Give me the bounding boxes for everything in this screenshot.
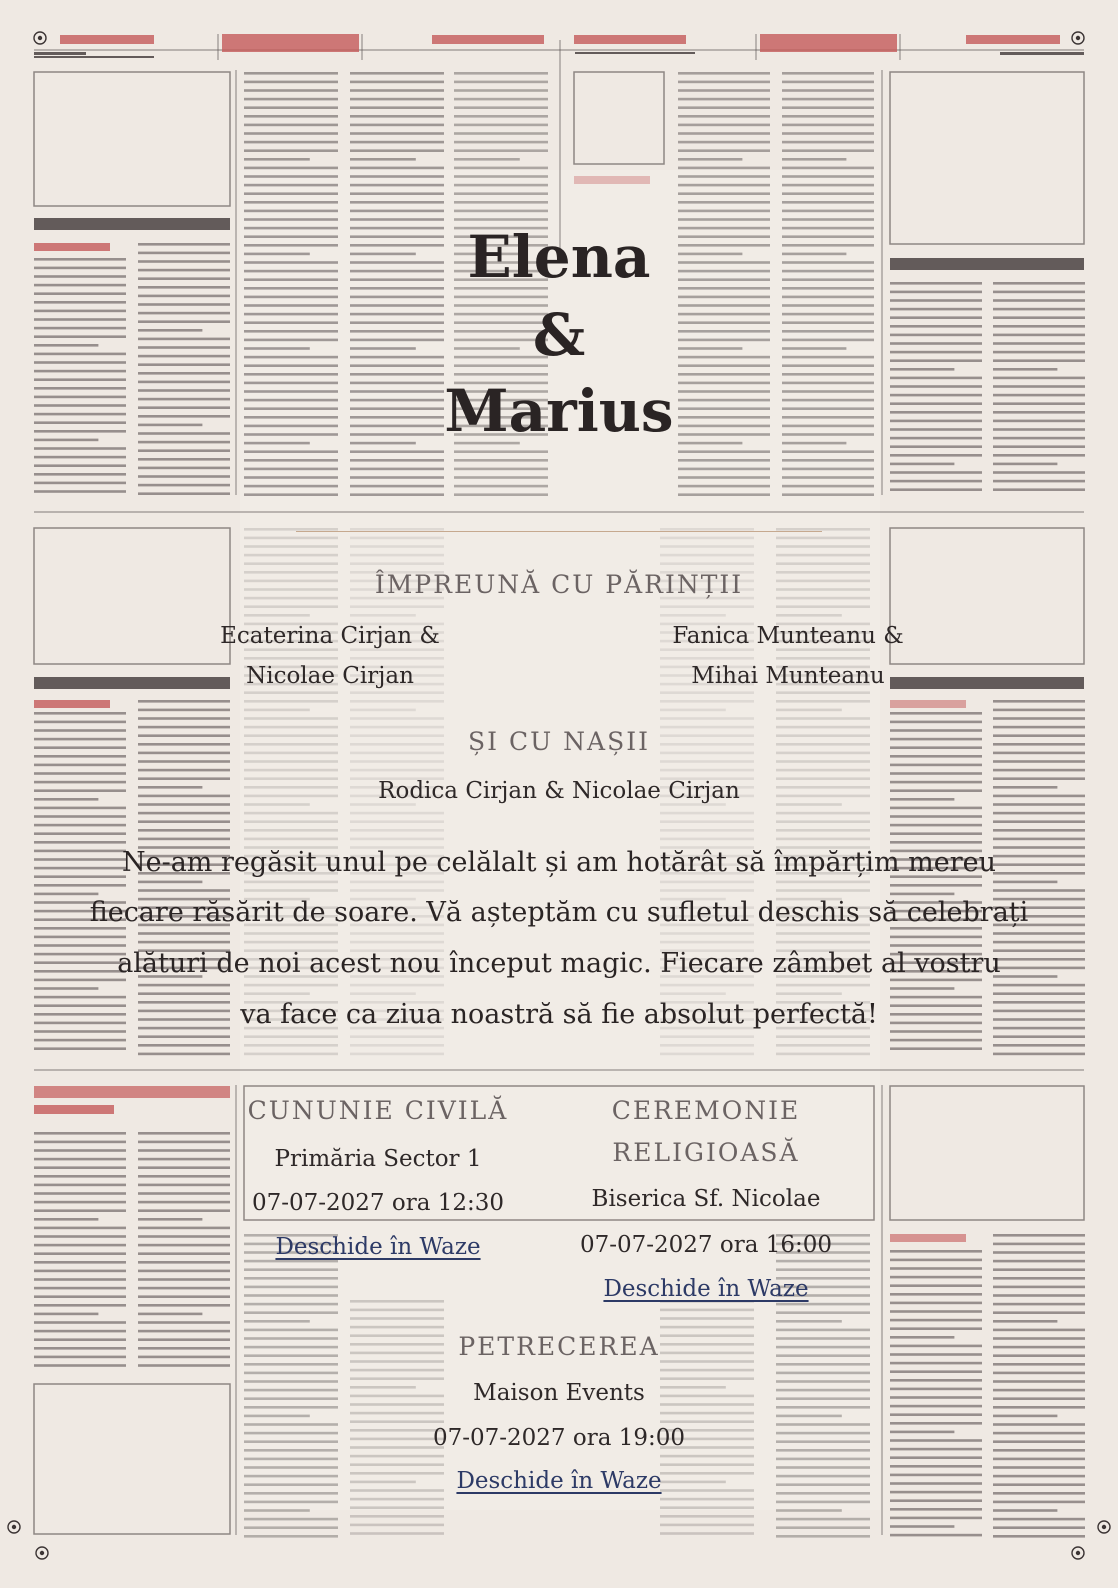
civil-title: CUNUNIE CIVILĂ: [247, 1096, 509, 1125]
ampersand: &: [532, 301, 586, 369]
divider-rule: [296, 531, 822, 532]
religious-waze-link[interactable]: Deschide în Waze: [603, 1276, 809, 1302]
party-waze-link[interactable]: Deschide în Waze: [456, 1468, 662, 1494]
groom-parents-line-2: Mihai Munteanu: [691, 663, 885, 689]
parents-heading: ÎMPREUNĂ CU PĂRINȚII: [374, 570, 744, 599]
groom-name: Marius: [444, 377, 674, 445]
message-line-1: Ne-am regăsit unul pe celălalt și am hotărât să împărțim mereu: [121, 847, 997, 878]
religious-venue: Biserica Sf. Nicolae: [591, 1186, 821, 1212]
civil-datetime: 07-07-2027 ora 12:30: [251, 1190, 505, 1216]
party-venue: Maison Events: [473, 1380, 645, 1406]
message-line-3: alături de noi acest nou început magic. Fiecare zâmbet al vostru: [117, 948, 1001, 979]
godparents-names: Rodica Cirjan & Nicolae Cirjan: [378, 778, 740, 804]
civil-waze-link[interactable]: Deschide în Waze: [275, 1234, 481, 1260]
party-title: PETRECEREA: [458, 1332, 660, 1361]
religious-title-line-1: CEREMONIE: [611, 1096, 801, 1125]
bride-parents-line-2: Nicolae Cirjan: [246, 663, 414, 689]
religious-datetime: 07-07-2027 ora 16:00: [579, 1232, 833, 1258]
religious-title-line-2: RELIGIOASĂ: [612, 1138, 800, 1167]
party-datetime: 07-07-2027 ora 19:00: [432, 1425, 686, 1451]
godparents-heading: ȘI CU NAȘII: [468, 727, 650, 756]
message-line-2: fiecare răsărit de soare. Vă așteptăm cu sufletul deschis să celebrați: [89, 897, 1029, 928]
groom-parents-line-1: Fanica Munteanu &: [672, 623, 904, 649]
message-line-4: va face ca ziua noastră să fie absolut perfectă!: [240, 999, 878, 1030]
bride-name: Elena: [467, 223, 651, 291]
bride-parents-line-1: Ecaterina Cirjan &: [220, 623, 440, 649]
civil-venue: Primăria Sector 1: [274, 1146, 482, 1172]
